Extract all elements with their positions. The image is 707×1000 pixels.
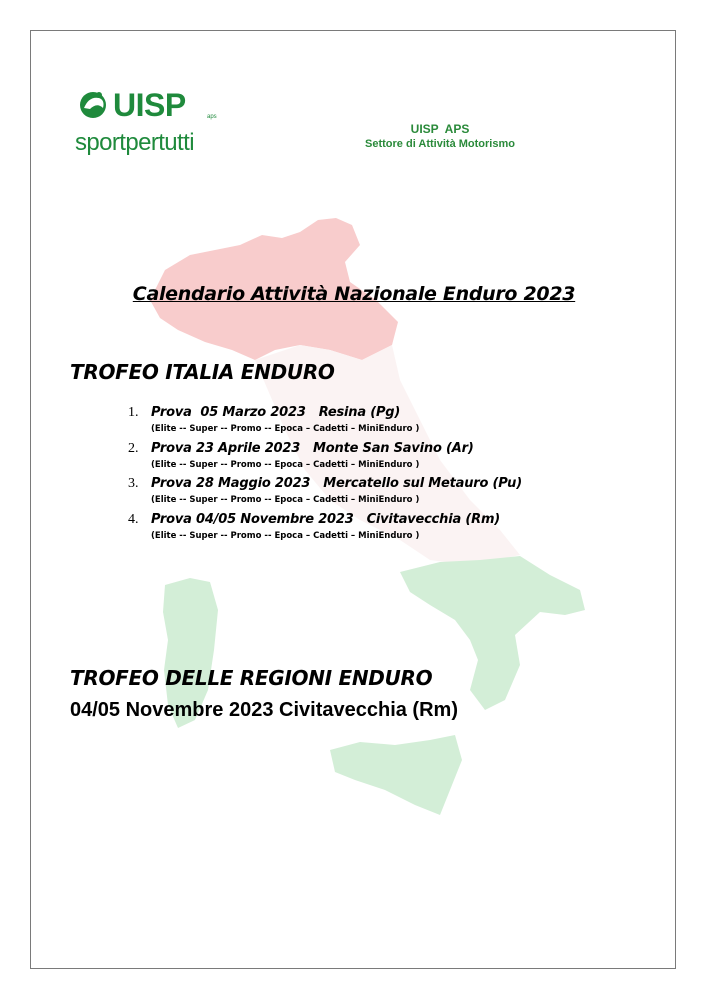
- event-title: Prova 05 Marzo 2023 Resina (Pg): [151, 405, 401, 420]
- event-number: 1.: [128, 405, 139, 420]
- org-sector: Settore di Attività Motorismo: [365, 138, 515, 150]
- event-number: 4.: [128, 511, 139, 527]
- trofeo-regioni-date: 04/05 Novembre 2023 Civitavecchia (Rm): [70, 699, 458, 721]
- event-title: Prova 23 Aprile 2023 Monte San Savino (Ar): [151, 440, 474, 456]
- org-name: UISP APS: [410, 122, 470, 136]
- event-item: [128, 404, 628, 440]
- logo-uisp-text: UISP: [113, 87, 186, 123]
- event-categories: (Elite -- Super -- Promo -- Epoca – Cadetti – MiniEnduro ): [151, 530, 420, 541]
- event-item: [128, 475, 628, 511]
- trofeo-regioni-heading: TROFEO DELLE REGIONI ENDURO: [70, 666, 433, 690]
- event-categories: (Elite -- Super -- Promo -- Epoca – Cadetti – MiniEnduro ): [151, 424, 420, 434]
- trofeo-italia-heading: TROFEO ITALIA ENDURO: [70, 360, 335, 384]
- event-categories: (Elite -- Super -- Promo -- Epoca – Cadetti – MiniEnduro ): [151, 459, 420, 470]
- logo-tagline: sportpertutti: [75, 129, 194, 156]
- uisp-runner-icon: [75, 90, 113, 124]
- organization-block: [330, 121, 550, 152]
- event-number: 2.: [128, 440, 139, 456]
- event-item: [128, 511, 628, 547]
- trofeo-italia-event-list: [128, 404, 628, 546]
- document-title: Calendario Attività Nazionale Enduro 2023: [132, 283, 576, 305]
- event-item: [128, 440, 628, 476]
- event-title: Prova 04/05 Novembre 2023 Civitavecchia (Rm): [151, 511, 501, 527]
- event-categories: (Elite -- Super -- Promo -- Epoca – Cadetti – MiniEnduro ): [151, 495, 420, 505]
- logo-aps-text: aps: [207, 114, 217, 120]
- event-number: 3.: [128, 476, 139, 491]
- sicily-island: [330, 735, 462, 815]
- uisp-logo: [75, 88, 225, 168]
- event-title: Prova 28 Maggio 2023 Mercatello sul Metauro (Pu): [151, 476, 522, 491]
